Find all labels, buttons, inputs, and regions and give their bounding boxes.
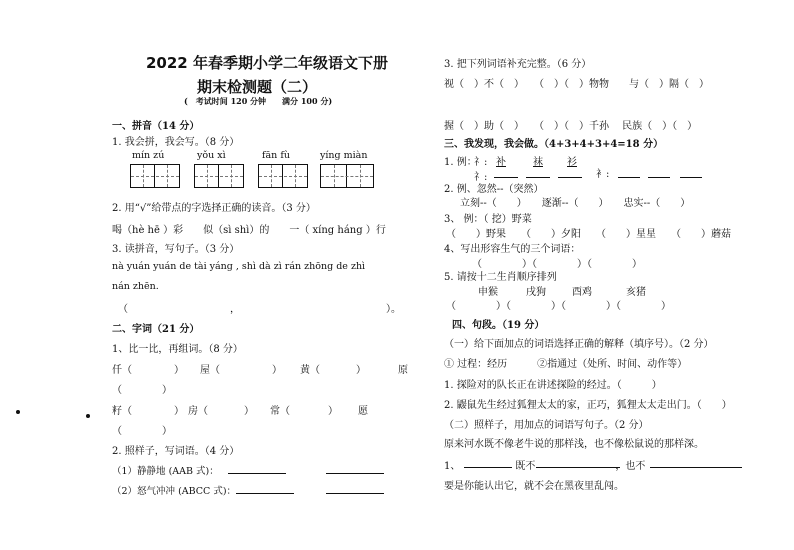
margin-dot-1: [16, 410, 20, 414]
f1-radical-2: 礻:: [474, 172, 488, 183]
w2-blank-2b[interactable]: [326, 484, 384, 494]
writing-box-1[interactable]: [130, 164, 180, 188]
p2-last: 要是你能认出它，就不会在黑夜里乱闯。: [444, 481, 624, 492]
exam-info: ( 考试时间 120 分钟 满分 100 分): [184, 96, 333, 106]
w1-row1-a: 仟（: [112, 365, 132, 376]
f1-radical-1: 礻:: [474, 157, 488, 168]
w1-row2-b: ）: [174, 406, 184, 417]
w1-row2-d: ）: [244, 406, 254, 417]
w2-blank-1b[interactable]: [326, 464, 384, 474]
p2-heading: （二）照样子，用加点的词语写句子。（2 分）: [444, 420, 649, 431]
w2-line-1: （1）静静地 (AAB 式)：: [112, 466, 219, 477]
f1-example-2: 袜: [533, 157, 543, 168]
f4-heading: 4、写出形容生气的三个词语：: [444, 244, 581, 255]
w1-row1-d: ）: [272, 365, 282, 376]
writing-box-4[interactable]: [320, 164, 374, 188]
w1-row1-c: 屋（: [200, 365, 220, 376]
w1-row1-e: 黄（: [300, 365, 320, 376]
q1-heading: 1. 我会拼，我会写。（8 分）: [112, 137, 240, 148]
w1-row1-wrap[interactable]: （ ）: [112, 385, 172, 396]
p1-q1[interactable]: 1. 探险对的队长正在讲述探险的经过。（ ）: [444, 380, 662, 391]
p2-line: 1、 既不 ，也不: [444, 461, 646, 472]
f5-heading: 5. 请按十二生肖顺序排列: [444, 272, 557, 283]
q3-answer-comma: ，: [230, 304, 240, 315]
f3-heading: 3、 例：（ 挖）野菜: [444, 214, 532, 225]
r3-line-2[interactable]: 握（ ）助（ ） （ ）（ ）千孙 民族（ ）（ ）: [444, 121, 698, 132]
w2-blank-1a[interactable]: [228, 464, 286, 474]
w1-row2-wrap[interactable]: （ ）: [112, 426, 172, 437]
p1-q2[interactable]: 2. 鼹鼠先生经过狐狸太太的家，正巧，狐狸太太走出门。（ ）: [444, 400, 732, 411]
f5-item-2: 戌狗: [526, 287, 546, 298]
f1-blank-1[interactable]: [494, 168, 518, 178]
w1-row2-c: 房（: [188, 406, 208, 417]
w2-blank-2a[interactable]: [236, 484, 294, 494]
w1-row2-f: ）: [328, 406, 338, 417]
f5-line[interactable]: （ ）（ ）（ ）（ ）: [446, 301, 671, 312]
w1-heading: 1、比一比，再组词。（8 分）: [112, 344, 243, 355]
f4-line[interactable]: （ ）（ ）（ ）: [472, 259, 642, 270]
section-2-heading: 二、字词（21 分）: [112, 324, 200, 335]
w1-row1-b: ）: [174, 365, 184, 376]
f1-blank-2[interactable]: [526, 168, 550, 178]
f1-blank-6[interactable]: [680, 168, 702, 178]
w1-row2-e: 常（: [270, 406, 290, 417]
f1-example-3: 衫: [567, 157, 577, 168]
w1-row1-f: ）: [356, 365, 366, 376]
page-subtitle: 期末检测题（二）: [197, 78, 318, 96]
p2-blank-1[interactable]: [464, 458, 512, 468]
q3-pinyin-1: nà yuán yuán de tài yáng , shì dà zì rán zhōng de zhì: [112, 261, 366, 272]
w2-heading: 2. 照样子，写词语。（4 分）: [112, 446, 240, 457]
q3-pinyin-2: nán zhēn.: [112, 281, 159, 292]
pinyin-2: yǒu xì: [197, 150, 226, 161]
f3-line[interactable]: （ ）野果 （ ）夕阳 （ ）星星 （ ）蘑菇: [446, 229, 731, 240]
q3-answer-close: ）。: [386, 304, 401, 315]
w1-row1-g: 原: [398, 365, 408, 376]
p2-sample: 原来河水既不像老牛说的那样浅，也不像松鼠说的那样深。: [444, 439, 704, 450]
section-4-heading: 四、句段。（19 分）: [452, 320, 545, 331]
f1-blank-4[interactable]: [618, 168, 640, 178]
p2-blank-3[interactable]: [650, 458, 742, 468]
p1-heading: （一）给下面加点的词语选择正确的解释（填序号）。（2 分）: [444, 339, 714, 350]
w1-row2-g: 愿: [358, 406, 368, 417]
f2-line[interactable]: 立刻--（ ） 逐渐--（ ） 忠实--（ ）: [460, 198, 691, 209]
q2-heading: 2. 用“√”给带点的字选择正确的读音。（3 分）: [112, 203, 316, 214]
f1-radical-3: 衤:: [596, 169, 610, 180]
q3-answer-open[interactable]: （: [118, 304, 128, 315]
f5-item-4: 亥猪: [626, 287, 646, 298]
f1-blank-5[interactable]: [648, 168, 670, 178]
f5-item-1: 申猴: [478, 287, 498, 298]
writing-box-3[interactable]: [258, 164, 308, 188]
writing-box-2[interactable]: [194, 164, 244, 188]
f1-example-1: 补: [496, 157, 506, 168]
p2-blank-2[interactable]: [536, 458, 620, 468]
f1-label: 1. 例：: [444, 157, 477, 168]
f2-heading: 2. 例、忽然--（突然）: [444, 184, 544, 195]
p1-options: ① 过程：经历 ②指通过（处所、时间、动作等）: [444, 359, 688, 370]
w2-line-2: （2）怒气冲冲 (ABCC 式)：: [112, 486, 237, 497]
pinyin-4: yíng miàn: [320, 150, 368, 161]
section-1-heading: 一、拼音（14 分）: [112, 121, 200, 132]
pinyin-1: mín zú: [132, 150, 165, 161]
r3-heading: 3. 把下列词语补充完整。（6 分）: [444, 59, 592, 70]
q2-line: 喝（hè hē ）彩 似（sì shì）的 一（ xíng háng ）行: [112, 225, 386, 236]
r3-line-1[interactable]: 视（ ）不（ ） （ ）（ ）物物 与（ ）隔（ ）: [444, 79, 709, 90]
section-3-heading: 三、我发现，我会做。（4+3+4+3+4=18 分）: [444, 139, 664, 150]
f1-blank-3[interactable]: [558, 168, 582, 178]
page-title: 2022 年春季期小学二年级语文下册: [146, 54, 388, 72]
f5-item-3: 酉鸡: [572, 287, 592, 298]
q3-heading: 3. 读拼音，写句子。（3 分）: [112, 244, 240, 255]
pinyin-3: fān fù: [262, 150, 290, 161]
margin-dot-2: [86, 414, 90, 418]
w1-row2-a: 籽（: [112, 406, 132, 417]
